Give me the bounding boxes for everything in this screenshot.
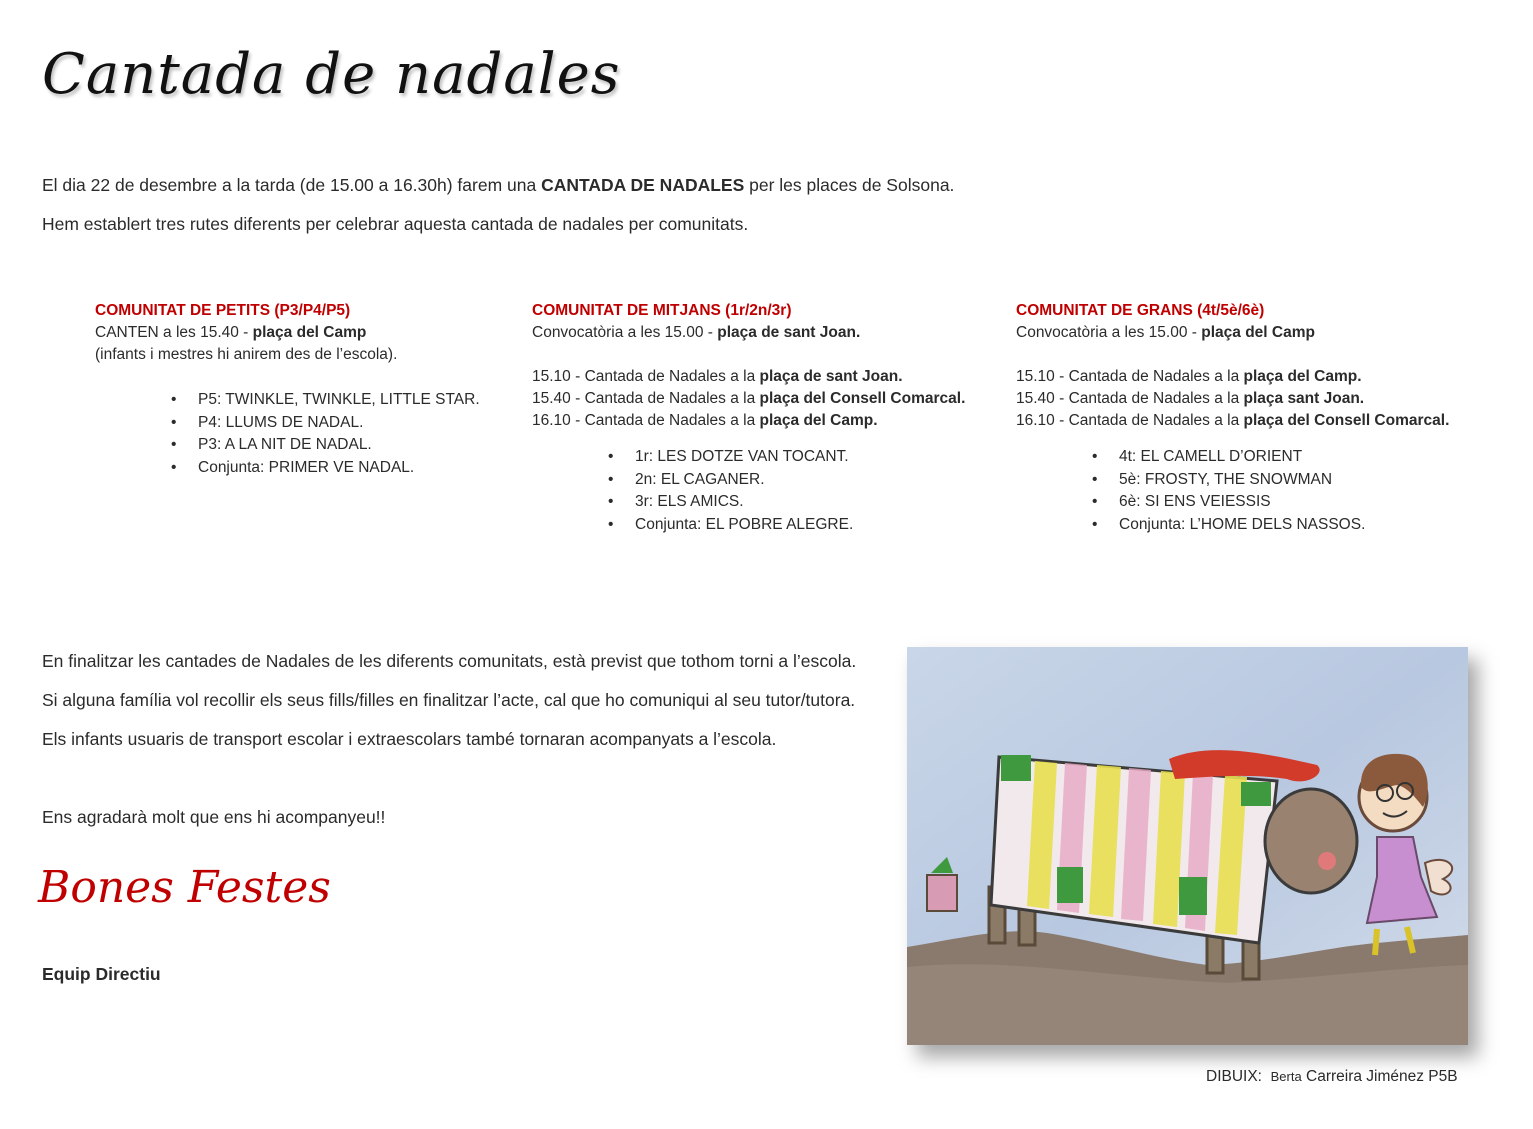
list-item: • 1r: LES DOTZE VAN TOCANT.: [635, 446, 965, 469]
intro-line-2: Hem establert tres rutes diferents per celebrar aquesta cantada de nadales per comunitats.: [42, 214, 749, 234]
closing-paragraph-2: Si alguna família vol recollir els seus fills/filles en finalitzar l’acte, cal que ho comuniqui al seu tutor/tutora.: [42, 690, 856, 710]
child-drawing: [907, 647, 1468, 1045]
grans-song-list: [1119, 446, 1449, 536]
mitjans-heading: COMUNITAT DE MITJANS (1r/2n/3r): [532, 302, 792, 319]
drawing-caption: DIBUIX: Berta Carreira Jiménez P5B: [1206, 1068, 1458, 1085]
grans-convocatoria: Convocatòria a les 15.00 - plaça del Camp: [1016, 324, 1315, 341]
petits-song-list: [198, 389, 480, 479]
closing-paragraph-3: Els infants usuaris de transport escolar i extraescolars també tornaran acompanyats a l’escola.: [42, 729, 777, 749]
list-item: • Conjunta: L’HOME DELS NASSOS.: [1119, 514, 1449, 537]
closing-paragraph-1: En finalitzar les cantades de Nadales de les diferents comunitats, està previst que tothom torni a l’escola.: [42, 651, 857, 671]
petits-schedule: CANTEN a les 15.40 - plaça del Camp: [95, 324, 367, 341]
petits-section: [95, 300, 480, 479]
grans-route: 16.10 - Cantada de Nadales a la plaça del Consell Comarcal.: [1016, 412, 1450, 429]
page-title: Cantada de nadales: [42, 42, 621, 107]
grans-heading: COMUNITAT DE GRANS (4t/5è/6è): [1016, 302, 1265, 319]
petits-heading: COMUNITAT DE PETITS (P3/P4/P5): [95, 302, 351, 319]
list-item: • 5è: FROSTY, THE SNOWMAN: [1119, 469, 1449, 492]
mitjans-song-list: [635, 446, 965, 536]
signature: Equip Directiu: [42, 964, 161, 984]
petits-note: (infants i mestres hi anirem des de l’escola).: [95, 346, 398, 363]
grans-section: [1016, 300, 1449, 536]
list-item: • Conjunta: EL POBRE ALEGRE.: [635, 514, 965, 537]
mitjans-route: 15.40 - Cantada de Nadales a la plaça del Consell Comarcal.: [532, 390, 966, 407]
list-item: • P5: TWINKLE, TWINKLE, LITTLE STAR.: [198, 389, 480, 412]
list-item: • P4: LLUMS DE NADAL.: [198, 412, 480, 435]
grans-route: 15.40 - Cantada de Nadales a la plaça sant Joan.: [1016, 390, 1365, 407]
closing-paragraph-4: Ens agradarà molt que ens hi acompanyeu!!: [42, 807, 386, 827]
list-item: • 2n: EL CAGANER.: [635, 469, 965, 492]
mitjans-convocatoria: Convocatòria a les 15.00 - plaça de sant Joan.: [532, 324, 861, 341]
mitjans-section: [532, 300, 965, 536]
list-item: • 3r: ELS AMICS.: [635, 491, 965, 514]
list-item: • P3: A LA NIT DE NADAL.: [198, 434, 480, 457]
mitjans-route: 16.10 - Cantada de Nadales a la plaça del Camp.: [532, 412, 878, 429]
grans-route: 15.10 - Cantada de Nadales a la plaça del Camp.: [1016, 368, 1362, 385]
list-item: • Conjunta: PRIMER VE NADAL.: [198, 457, 480, 480]
intro-line-1: El dia 22 de desembre a la tarda (de 15.00 a 16.30h) farem una CANTADA DE NADALES per les places de Solsona.: [42, 175, 955, 195]
list-item: • 6è: SI ENS VEIESSIS: [1119, 491, 1449, 514]
list-item: • 4t: EL CAMELL D’ORIENT: [1119, 446, 1449, 469]
mitjans-route: 15.10 - Cantada de Nadales a la plaça de sant Joan.: [532, 368, 903, 385]
greeting: Bones Festes: [38, 862, 331, 913]
